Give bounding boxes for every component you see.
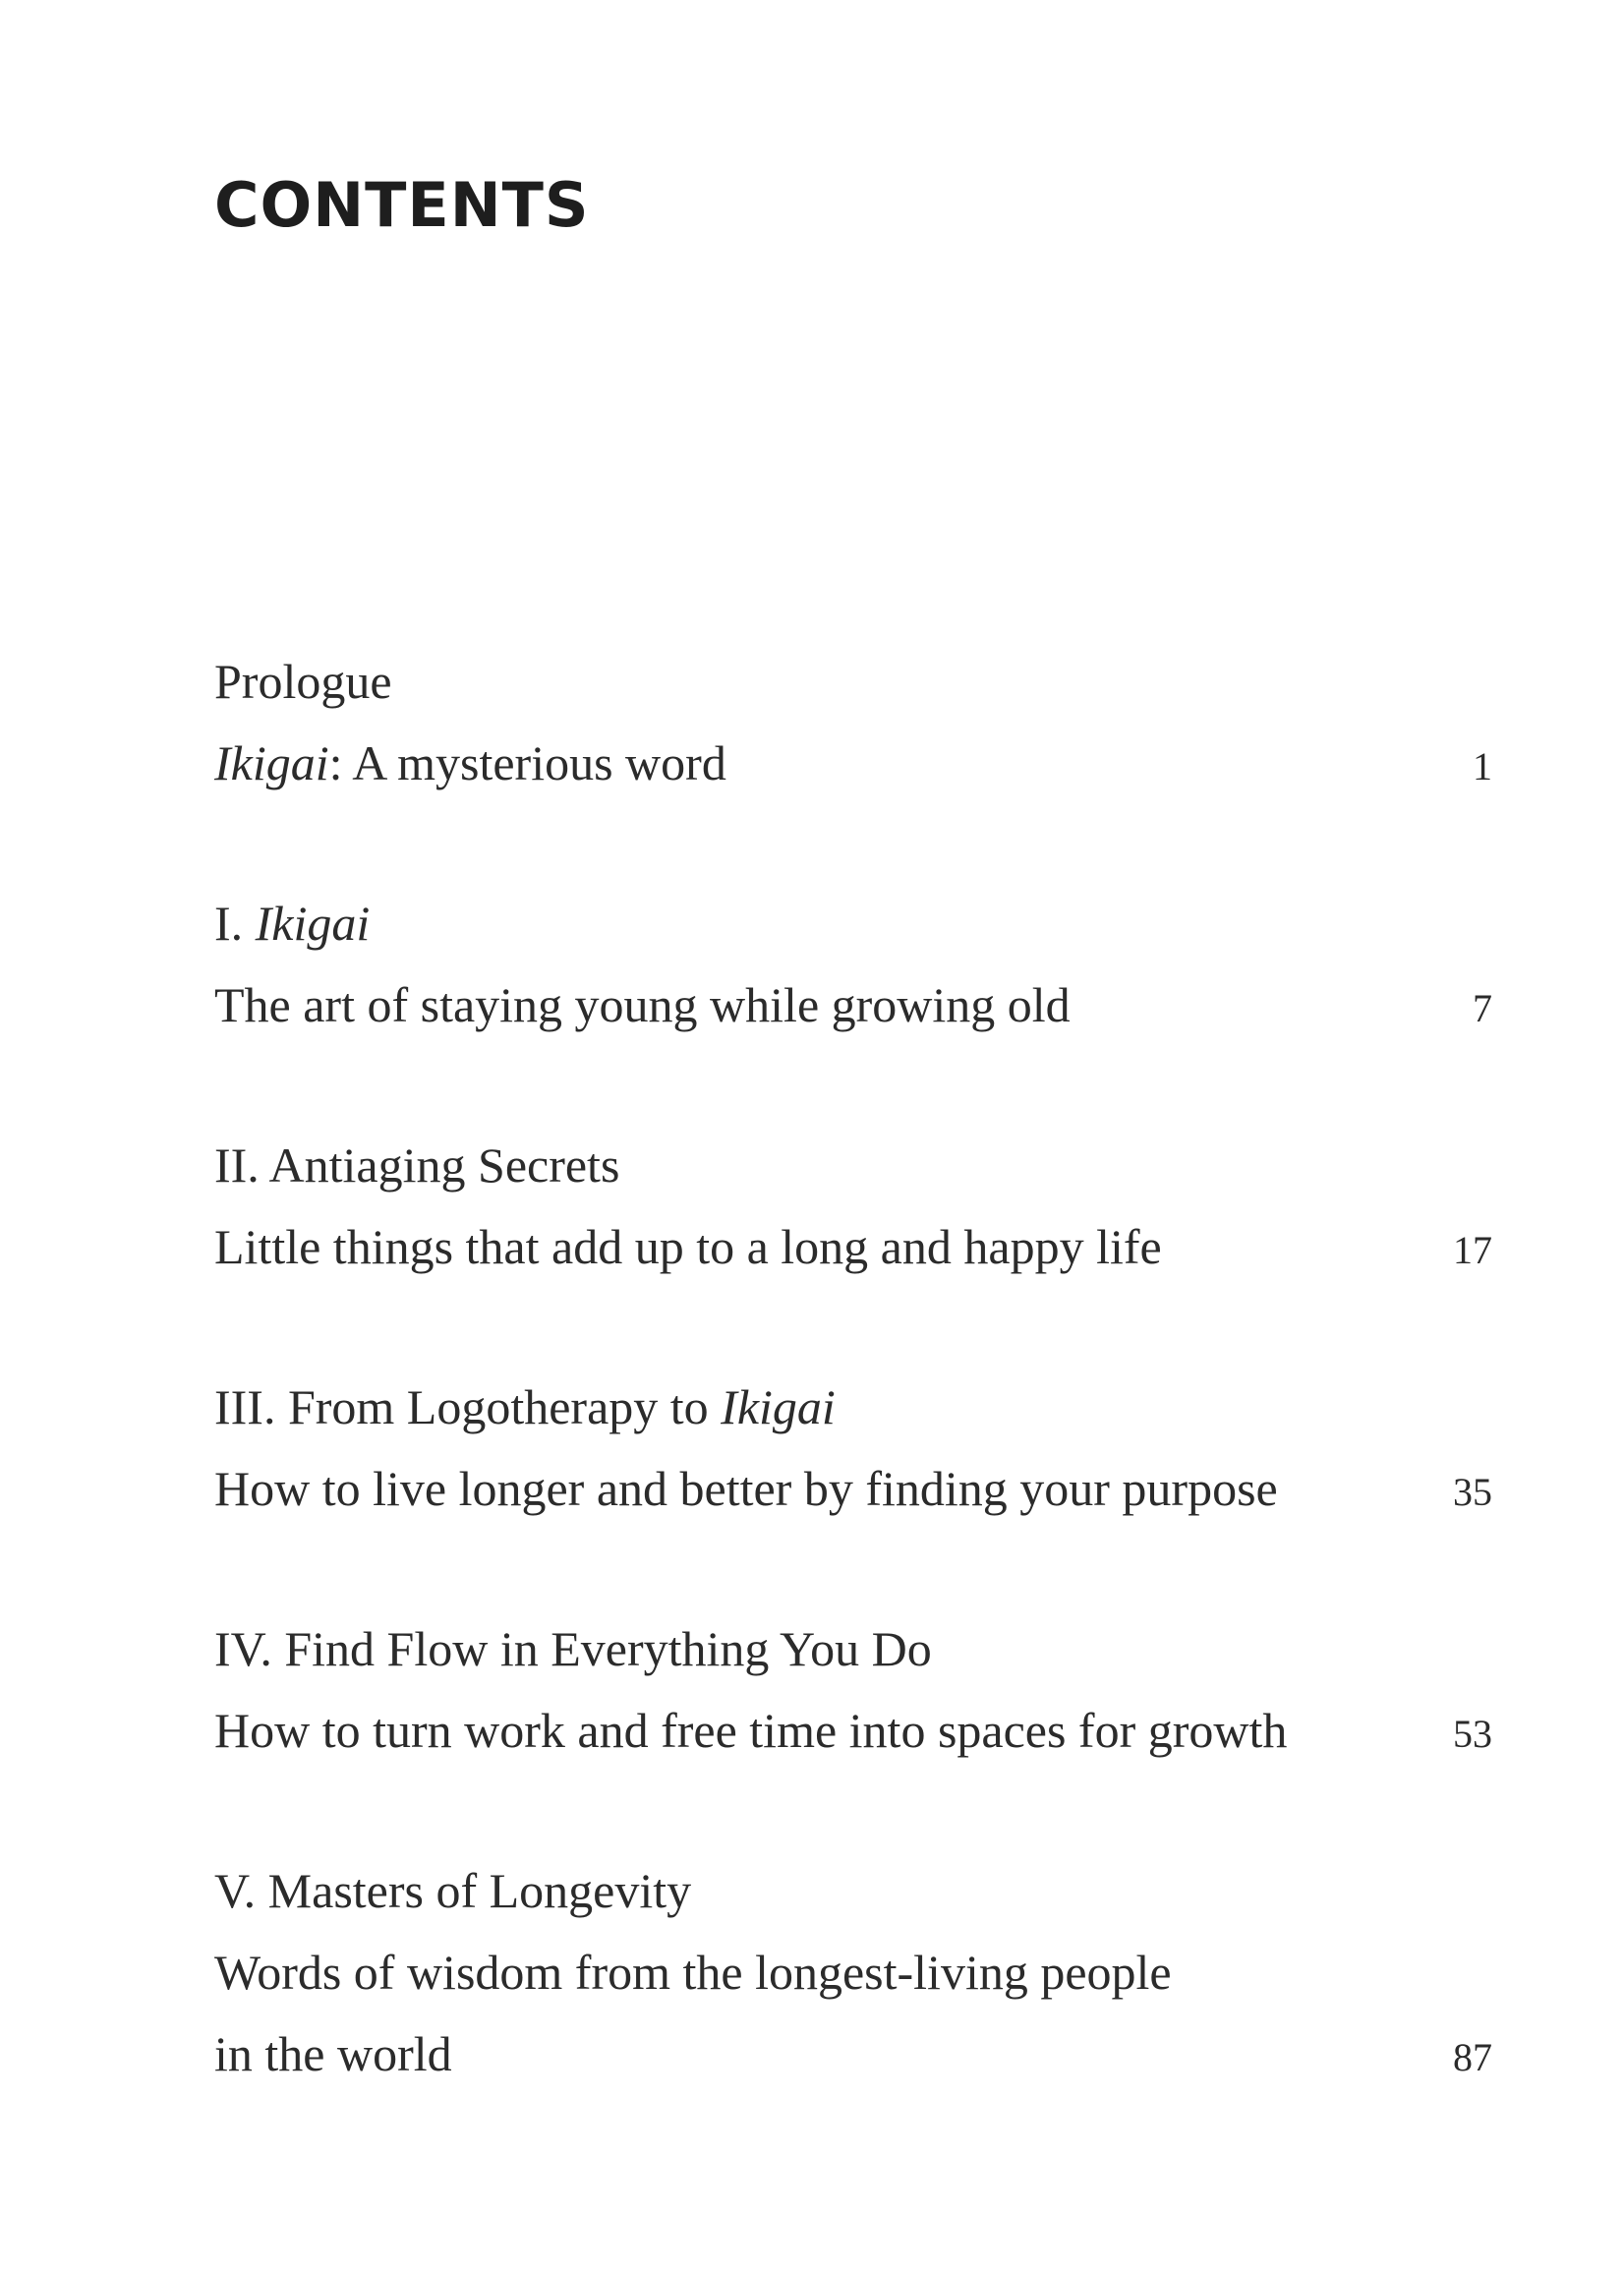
- page-number: 1: [1473, 744, 1492, 788]
- part-title: [214, 883, 1492, 964]
- toc-subtitle-row[interactable]: [214, 1448, 1492, 1530]
- toc-subtitle-row[interactable]: [214, 723, 1492, 804]
- toc-subtitle-row[interactable]: [214, 964, 1492, 1046]
- page-number: 87: [1453, 2035, 1492, 2079]
- page-number: 7: [1473, 986, 1492, 1030]
- part-title: V. Masters of Longevity: [214, 1863, 692, 1918]
- part-title: Prologue: [214, 654, 392, 709]
- toc-entry-chapter-1: [214, 883, 1492, 1046]
- toc-entry-chapter-5: [214, 1850, 1492, 2095]
- page-number: 17: [1453, 1228, 1492, 1272]
- part-prefix: III. From Logotherapy to: [214, 1379, 722, 1434]
- toc-subtitle-row[interactable]: [214, 1690, 1492, 1772]
- page-title: CONTENTS: [214, 169, 590, 241]
- page-number: 35: [1453, 1470, 1492, 1514]
- part-italic: Ikigai: [721, 1379, 836, 1434]
- part-title: II. Antiaging Secrets: [214, 1137, 620, 1193]
- subtitle: Little things that add up to a long and happy life: [214, 1219, 1162, 1274]
- toc-subtitle-row[interactable]: [214, 1206, 1492, 1288]
- toc-entry-prologue: [214, 641, 1492, 804]
- toc-entry-chapter-4: [214, 1608, 1492, 1772]
- toc-entry-chapter-2: [214, 1125, 1492, 1288]
- toc-subtitle-row[interactable]: [214, 2013, 1492, 2095]
- part-title: IV. Find Flow in Everything You Do: [214, 1621, 932, 1676]
- subtitle: The art of staying young while growing old: [214, 977, 1071, 1032]
- subtitle-line-1[interactable]: Words of wisdom from the longest-living people: [214, 1945, 1172, 2000]
- subtitle: [214, 723, 726, 804]
- page-number: 53: [1453, 1712, 1492, 1756]
- part-prefix: I.: [214, 896, 256, 951]
- toc-entry-chapter-3: [214, 1367, 1492, 1530]
- subtitle: How to live longer and better by finding your purpose: [214, 1461, 1278, 1516]
- subtitle-italic: Ikigai: [214, 735, 329, 790]
- subtitle: How to turn work and free time into spaces for growth: [214, 1703, 1288, 1758]
- part-italic: Ikigai: [255, 896, 371, 951]
- subtitle-text: : A mysterious word: [328, 735, 726, 790]
- subtitle-line-2: in the world: [214, 2026, 452, 2081]
- part-title: [214, 1367, 1492, 1448]
